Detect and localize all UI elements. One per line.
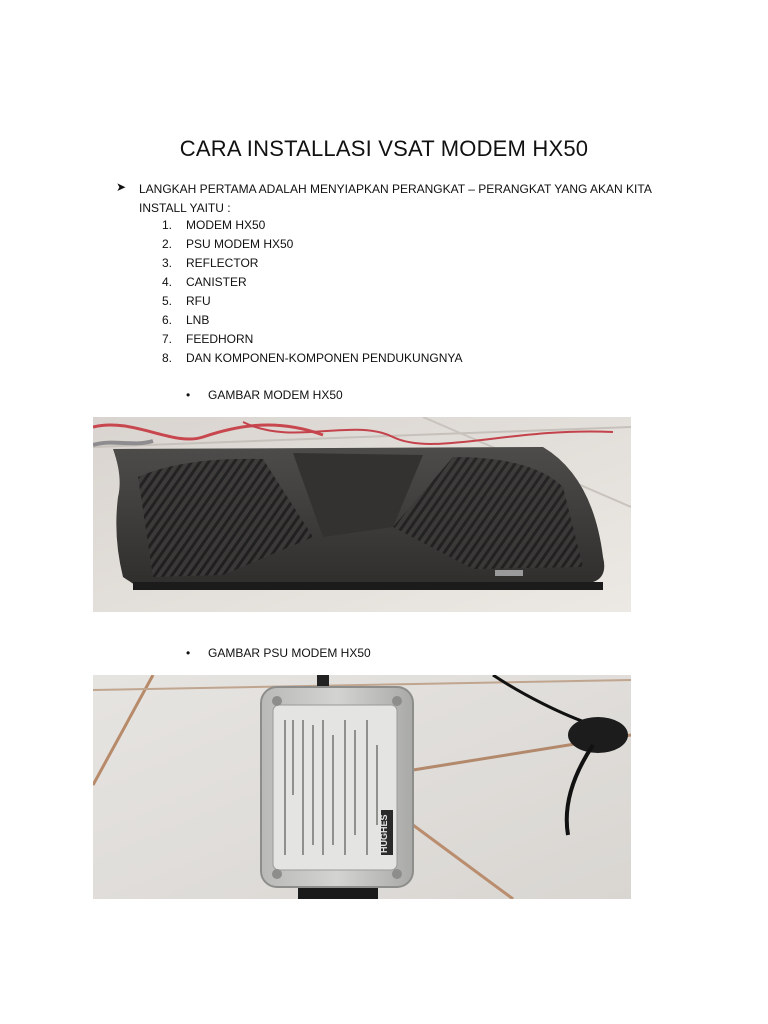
modem-photo (93, 417, 631, 612)
list-item: 5. RFU (162, 294, 211, 308)
arrow-bullet-icon: ➤ (116, 180, 127, 194)
page-title: CARA INSTALLASI VSAT MODEM HX50 (179, 136, 589, 161)
figure-caption-psu: • GAMBAR PSU MODEM HX50 (186, 644, 371, 663)
list-item: 2. PSU MODEM HX50 (162, 237, 294, 251)
intro-text: LANGKAH PERTAMA ADALAH MENYIAPKAN PERANGKAT – PERANGKAT YANG AKAN KITA INSTALL YAITU : (139, 182, 652, 215)
list-item: 8. DAN KOMPONEN-KOMPONEN PENDUKUNGNYA (162, 351, 463, 365)
bullet-dot-icon: • (186, 646, 191, 660)
component-list (140, 216, 462, 368)
list-item: 7. FEEDHORN (162, 332, 254, 346)
list-item: 4. CANISTER (162, 275, 247, 289)
psu-brand-label: HUGHES (379, 814, 389, 853)
bullet-dot-icon: • (186, 388, 191, 402)
psu-photo (93, 675, 631, 899)
list-item: 3. REFLECTOR (162, 256, 259, 270)
figure-caption-modem: • GAMBAR MODEM HX50 (186, 386, 343, 405)
list-item: 1. MODEM HX50 (162, 218, 266, 232)
list-item: 6. LNB (162, 313, 210, 327)
